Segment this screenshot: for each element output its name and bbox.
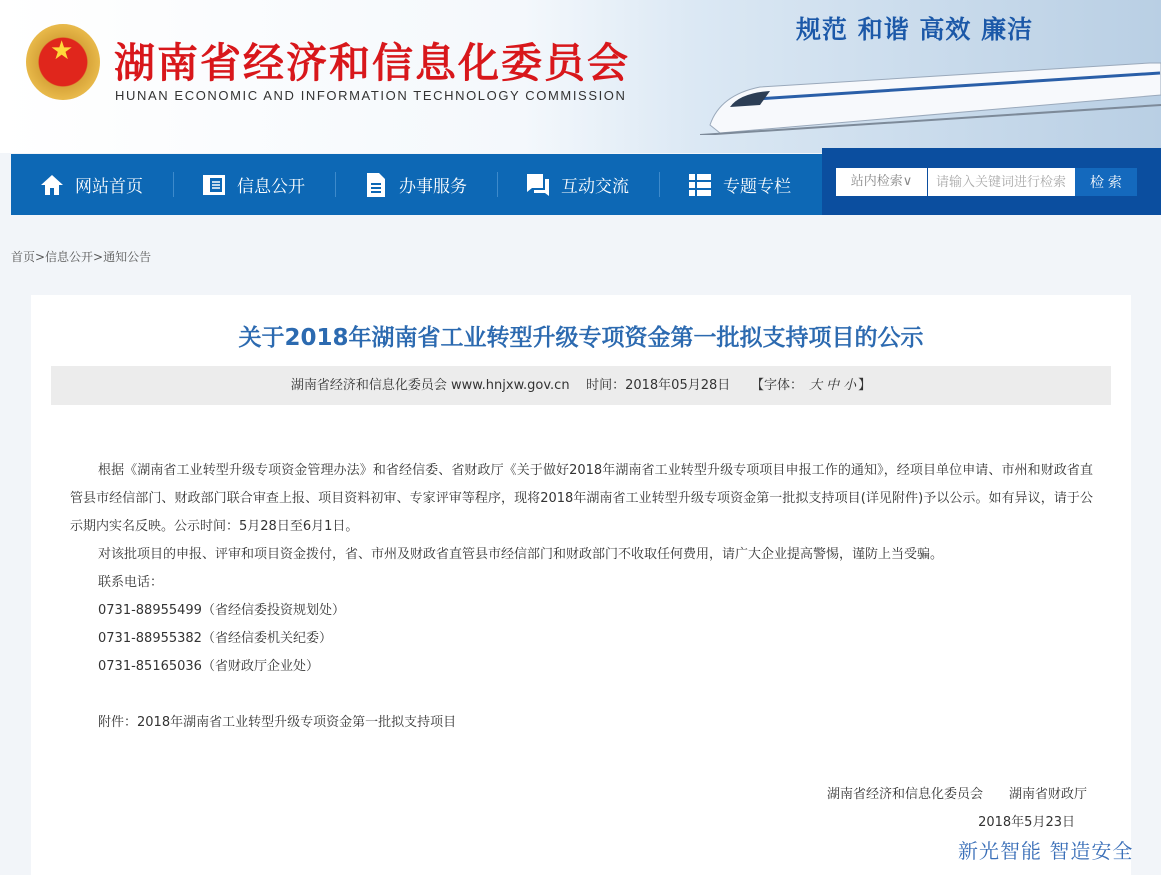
document-icon — [363, 172, 389, 198]
watermark: 新光智能 智造安全 — [958, 839, 1134, 863]
signature-block — [31, 781, 1087, 837]
meta-time: 时间：2018年05月28日 — [586, 378, 731, 393]
article-card — [31, 295, 1134, 875]
nav-label: 网站首页 — [75, 177, 143, 197]
nav-label: 信息公开 — [237, 177, 305, 197]
national-emblem-logo: ★ — [26, 24, 100, 100]
contact-3: 0731-85165036（省财政厅企业处） — [98, 659, 319, 674]
nav-topics[interactable] — [659, 154, 821, 215]
nav-label: 互动交流 — [561, 177, 629, 197]
paragraph-1: 根据《湖南省工业转型升级专项资金管理办法》和省经信委、省财政厅《关于做好2018年湖南省工业转型升级专项项目申报工作的通知》，经项目单位申请、市州和财政省直管县市经信部门、财政部门联合审查上报、项目资料初审、专家评审等程序，现将2018年湖南省工业转型升级专项资金第一批拟支持项目(详见附件)予以公示。如有异议，请于公示期内实名反映。公示时间：5月28日至6月1日。 — [70, 463, 1093, 534]
slogan: 规范 和谐 高效 廉洁 — [796, 15, 1034, 44]
signers: 湖南省经济和信息化委员会 湖南省财政厅 — [826, 787, 1087, 802]
sign-date: 2018年5月23日 — [978, 815, 1075, 830]
nav-interact[interactable] — [497, 154, 659, 215]
home-icon — [39, 172, 65, 198]
attachment-link[interactable]: 2018年湖南省工业转型升级专项资金第一批拟支持项目 — [137, 715, 457, 730]
nav-label: 办事服务 — [399, 177, 467, 197]
meta-source: 湖南省经济和信息化委员会 www.hnjxw.gov.cn — [290, 378, 570, 393]
contact-label: 联系电话： — [98, 575, 164, 590]
font-size-medium[interactable]: 中 — [826, 378, 840, 393]
list-icon — [687, 172, 713, 198]
breadcrumb[interactable]: 首页>信息公开>通知公告 — [11, 250, 152, 264]
site-search — [822, 148, 1161, 215]
font-size-large[interactable]: 大 — [809, 378, 823, 393]
attachment-label: 附件： — [98, 715, 138, 730]
main-nav — [11, 154, 822, 215]
contact-2: 0731-88955382（省经信委机关纪委） — [98, 631, 332, 646]
paragraph-2: 对该批项目的申报、评审和项目资金拨付，省、市州及财政省直管县市经信部门和财政部门不收取任何费用，请广大企业提高警惕，谨防上当受骗。 — [98, 547, 944, 562]
article-title: 关于2018年湖南省工业转型升级专项资金第一批拟支持项目的公示 — [238, 325, 924, 351]
font-size-close: 】 — [858, 378, 872, 393]
train-banner-image — [700, 55, 1161, 135]
font-size-small[interactable]: 小 — [843, 378, 857, 393]
site-name-en: HUNAN ECONOMIC AND INFORMATION TECHNOLOGY COMMISSION — [115, 88, 627, 103]
nav-home[interactable] — [11, 154, 173, 215]
article-meta — [51, 366, 1111, 405]
spacer — [70, 681, 1093, 709]
article-body — [70, 457, 1093, 737]
font-size-label: 【字体： — [750, 378, 803, 393]
site-header — [0, 0, 1161, 153]
book-icon — [201, 172, 227, 198]
nav-label: 专题专栏 — [723, 177, 791, 197]
attachment — [70, 709, 1093, 737]
contact-1: 0731-88955499（省经信委投资规划处） — [98, 603, 345, 618]
chat-icon — [525, 172, 551, 198]
search-scope-select[interactable]: 站内检索∨ — [836, 168, 928, 196]
search-button[interactable]: 检 索 — [1075, 168, 1137, 196]
nav-service[interactable] — [335, 154, 497, 215]
nav-info[interactable] — [173, 154, 335, 215]
site-name-cn: 湖南省经济和信息化委员会 — [114, 39, 630, 87]
search-input[interactable] — [928, 168, 1075, 196]
